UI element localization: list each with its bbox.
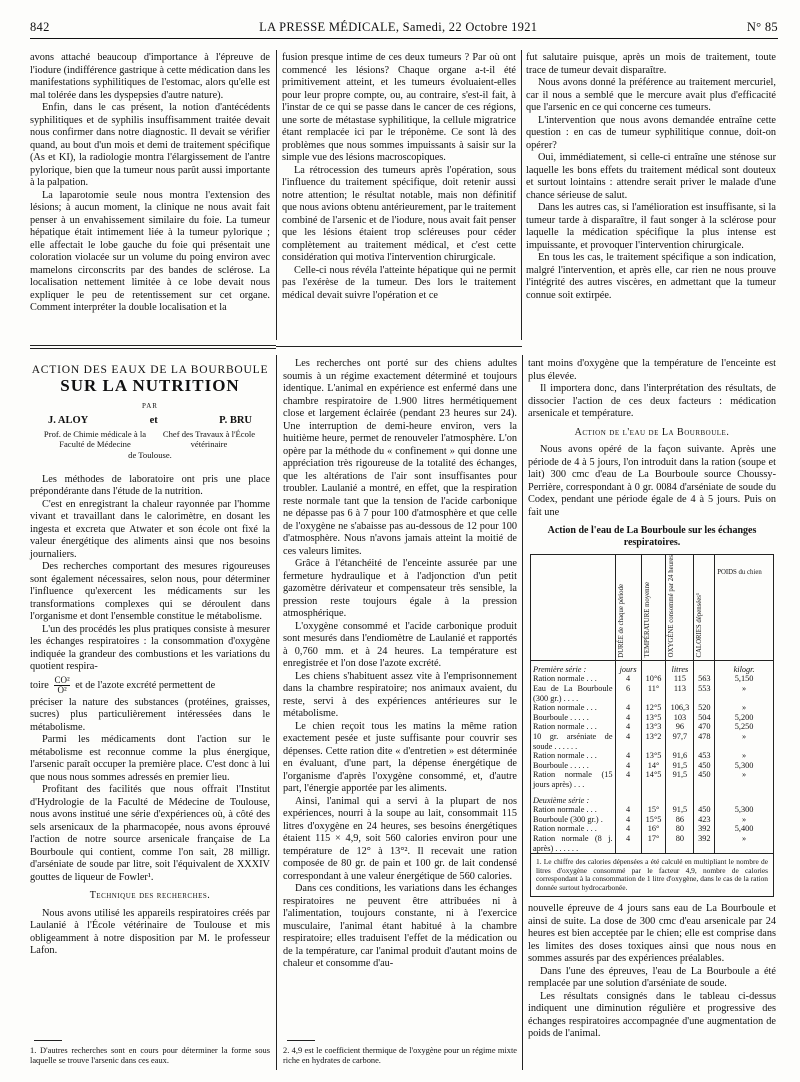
column-header: DURÉE de chaque période xyxy=(617,583,625,658)
table-row xyxy=(531,824,773,834)
table-cell: 392 xyxy=(694,824,715,834)
top-column-3 xyxy=(526,52,776,302)
paragraph: Il importera donc, dans l'interprétation des résultats, de dissocier l'action de ces deux facteurs : médication arsenicale et température. xyxy=(528,383,776,419)
table-cell: 6 xyxy=(615,684,641,703)
article-kicker: ACTION DES EAUX DE LA BOURBOULE xyxy=(31,364,269,376)
column-divider xyxy=(276,355,277,1070)
table-cell: 91,5 xyxy=(666,761,694,771)
table-cell: » xyxy=(715,684,773,703)
article-title: SUR LA NUTRITION xyxy=(60,375,240,395)
author-conjunction: et xyxy=(149,414,158,426)
row-label: Bourboule . . . . . xyxy=(533,760,589,770)
table-cell: 97,7 xyxy=(666,732,694,751)
article-column-2 xyxy=(283,358,517,971)
table-cell: 5,150 xyxy=(715,674,773,684)
table-cell: 4 xyxy=(615,761,641,771)
table-cell: 15°5 xyxy=(641,815,666,825)
table-cell: 80 xyxy=(666,834,694,853)
table-cell: » xyxy=(715,815,773,825)
paragraph: avons attaché beaucoup d'importance à l'épreuve de l'iodure (indifférence gastrique à cette médication dans les manifestations syphilitiques de l'estomac, alors qu'elle est mal tolérée dans les dyspepsies d'autre nature). xyxy=(30,52,270,101)
row-label: Première série : xyxy=(533,664,587,674)
column-header: POIDS du chien xyxy=(717,569,762,576)
table-cell xyxy=(666,790,694,806)
paragraph: C'est en enregistrant la chaleur rayonnée par l'homme vivant et travaillant dans le calorimètre, en dosant les ingesta et excreta que Atwater et son école ont fixé la valeur énergétique des aliments ainsi que nos besoins journaliers. xyxy=(30,498,270,560)
table-cell: 13°5 xyxy=(641,751,666,761)
table-cell: 450 xyxy=(694,761,715,771)
table-row xyxy=(531,761,773,771)
section-rule xyxy=(276,346,522,347)
table-cell: 14° xyxy=(641,761,666,771)
affiliation-aloy: Prof. de Chimie médicale à la Faculté de Médecine xyxy=(43,429,147,449)
table-cell: 4 xyxy=(615,674,641,684)
paragraph: Oui, immédiatement, si celle-ci entraîne une sténose sur laquelle les bons effets du traitement médical sont douteux et surtout lointains : attendre serait priver le malade d'une chance sérieuse de salut. xyxy=(526,152,776,201)
affiliation-city: de Toulouse. xyxy=(128,450,172,460)
paragraph: Les recherches ont porté sur des chiens adultes soumis à un régime exactement déterminé et toujours identique. L'animal en expérience est enfermé dans une chambre respiratoire de 1.900 litres hermétiquement close et largement éclairée (pendant 23 heures sur 24). Une interruption de demi-heure environ, vers la huitième heure, permet de renouveler l'atmosphère. L'on opère par la méthode du « confinement » qui donne une appréciation très rigoureuse de la totalité des échanges, que les altérations de l'air sont insuffisantes pour troubler. Laulanié a montré, en effet, que la respiration reste normale tant que la tension de l'acide carbonique ne dépasse pas 6 à 7 pour 100 d'atmosphère et que celle de l'oxygène ne s'abaisse pas au-dessous de 12 pour 100 d'atmosphère. Nous n'avons jamais atteint la moitié de ces valeurs limites. xyxy=(283,358,517,557)
table-cell: » xyxy=(715,834,773,853)
table-cell: 5,200 xyxy=(715,713,773,723)
table-cell: 4 xyxy=(615,834,641,853)
table-row xyxy=(531,805,773,815)
table-cell: 103 xyxy=(666,713,694,723)
column-header: TEMPÉRATURE moyenne xyxy=(643,581,651,658)
column-header: OXYGÈNE consommé par 24 heures xyxy=(668,555,676,658)
row-label: Ration normale (15 jours après) . . . xyxy=(533,770,613,789)
table-cell: 392 xyxy=(694,834,715,853)
paragraph: nouvelle épreuve de 4 jours sans eau de La Bourboule et ainsi de suite. La dose de 300 cmc d'eau arsenicale par 24 heures est bien acceptée par le chien; elle est comprise dans les limites des doses toxiques ainsi que nous nous en sommes assurés par des expériences préalables. xyxy=(528,903,776,965)
column-header: CALORIES dépensées¹ xyxy=(696,592,704,658)
table-cell: 5,300 xyxy=(715,805,773,815)
table-cell: 504 xyxy=(694,713,715,723)
quotient-numerator: CO² xyxy=(54,674,70,685)
issue-number: N° 85 xyxy=(746,19,778,34)
paragraph: Dans les autres cas, si l'amélioration est insuffisante, si la tumeur tarde à disparaître, il faut songer à la sclérose pour laquelle la médication spécifique la plus intense est impuissante, et provoquer l'intervention chirurgicale. xyxy=(526,202,776,251)
row-label: Ration normale . . . xyxy=(533,751,597,761)
table-cell xyxy=(694,790,715,806)
table-cell: 478 xyxy=(694,732,715,751)
row-label: Ration normale . . . xyxy=(533,805,597,815)
page-number: 842 xyxy=(30,19,50,34)
table-row xyxy=(531,751,773,761)
table-row xyxy=(531,834,773,853)
row-label: Ration normale . . . xyxy=(533,674,597,684)
row-label: Bourboule . . . . . xyxy=(533,712,589,722)
table-row xyxy=(531,722,773,732)
series-label: Deuxième série : xyxy=(533,795,590,805)
section-rule xyxy=(30,345,276,346)
table-row xyxy=(531,674,773,684)
results-table xyxy=(531,555,773,853)
table-cell xyxy=(641,790,666,806)
paragraph: Les méthodes de laboratoire ont pris une place prépondérante dans l'étude de la nutrition. xyxy=(30,473,270,497)
paragraph: Dans l'une des épreuves, l'eau de La Bourboule a été remplacée par une solution d'arséniate de soude. xyxy=(528,965,776,990)
table-cell: 91,5 xyxy=(666,770,694,789)
table-cell: 13°3 xyxy=(641,722,666,732)
paragraph: Grâce à l'étanchéité de l'enceinte assurée par une fermeture hydraulique et à l'adjonction d'un petit gazomètre dérivateur et compensateur très sensible, la pression reste toujours égale à la pression atmosphérique. xyxy=(283,558,517,619)
paragraph: Enfin, dans le cas présent, la notion d'antécédents syphilitiques et de syphilis insuffisamment traitée devait nous confirmer dans notre diagnostic. Il devait se vérifier quand, au bout d'un mois et demi de traitement spécifique (As et KI), la radiologie montra l'élargissement de l'antre pylorique, bien que la tumeur nous parût aussi importante à la palpation. xyxy=(30,102,270,188)
paragraph: Nous avons donné la préférence au traitement mercuriel, car il nous a semblé que le mercure avait plus d'efficacité que l'arsenic en ce qui concerne ces tumeurs. xyxy=(526,77,776,113)
table-cell: 86 xyxy=(666,815,694,825)
footnote-1: 1. D'autres recherches sont en cours pour déterminer la forme sous laquelle se trouve l'arsenic dans ces eaux. xyxy=(30,1046,270,1065)
table-cell: 553 xyxy=(694,684,715,703)
table-cell: 4 xyxy=(615,722,641,732)
table-cell: 4 xyxy=(615,751,641,761)
table-row xyxy=(531,684,773,703)
table-cell: 106,3 xyxy=(666,703,694,713)
paragraph: L'un des procédés les plus pratiques consiste à mesurer les échanges respiratoires : la consommation d'oxygène indiquée la grandeur des combustions et les variations du quotient respira- xyxy=(30,623,270,672)
table-cell: 4 xyxy=(615,732,641,751)
table-cell: 5,400 xyxy=(715,824,773,834)
row-label: 10 gr. arséniate de soude . . . . . . xyxy=(533,731,613,751)
table-note: 1. Le chiffre des calories dépensées a été calculé en multipliant le nombre de litres d'oxygène consommé par le facteur 4,9, nombre de calories correspondant à la consommation de 1 litre d'oxygène, dans le cas de la ration donnée surtout hydrocarbonée. xyxy=(531,853,773,896)
table-cell: 16° xyxy=(641,824,666,834)
byline-par: PAR xyxy=(142,402,158,410)
table-cell: 14°5 xyxy=(641,770,666,789)
table-cell: 450 xyxy=(694,805,715,815)
row-label: Ration normale . . . xyxy=(533,824,597,834)
column-divider xyxy=(521,50,522,340)
table-cell xyxy=(694,660,715,674)
paragraph: La rétrocession des tumeurs après l'opération, sous l'influence du traitement spécifique, doit retenir aussi notre attention; le résultat notable, mais non définitif que nous avions obtenu antérieurement, par le traitement combiné de l'arsenic et de l'iodure, nous avait fait penser que les lésions étaient trop scléreuses pour céder complètement au traitement médical, et c'est cette considération qui motiva l'intervention chirurgicale. xyxy=(282,164,516,263)
column-divider xyxy=(522,355,523,1070)
table-cell xyxy=(615,790,641,806)
row-label: Bourboule (300 gr.) . xyxy=(533,814,603,824)
paragraph: L'intervention que nous avons demandée entraîne cette question : en cas de tumeur syphilitique connue, doit-on opérer? xyxy=(526,114,776,151)
paragraph: Nous avons opéré de la façon suivante. Après une période de 4 à 5 jours, l'on introduit dans la ration (soupe et lait) 300 cmc d'eau de La Bourboule source Choussy-Perrière, correspondant à 0 gr. 0084 d'arséniate de soude du Codex, pendant une période égale de 4 à 5 jours. Puis on fait une xyxy=(528,444,776,518)
top-column-2 xyxy=(282,52,516,302)
paragraph: préciser la nature des substances (protéines, graisses, sucres) plus particulièrement intéressées dans le métabolisme. xyxy=(30,696,270,733)
table-cell: 12°5 xyxy=(641,703,666,713)
table-header-row xyxy=(531,555,773,660)
table-cell: 450 xyxy=(694,770,715,789)
table-cell xyxy=(715,790,773,806)
paragraph: Celle-ci nous révéla l'atteinte hépatique qui ne permit pas l'exérèse de la tumeur. Des lors le traitement médical devait suivre l'opération et ce xyxy=(282,264,516,301)
table-caption: Action de l'eau de La Bourboule sur les échanges respiratoires. xyxy=(547,525,757,548)
table-cell: 563 xyxy=(694,674,715,684)
quotient-line xyxy=(30,676,270,695)
table-cell: 470 xyxy=(694,722,715,732)
row-label: Ration normale (8 j. après) . . . . . . xyxy=(533,833,613,853)
table-cell: 4 xyxy=(615,815,641,825)
table-cell: 4 xyxy=(615,805,641,815)
paragraph: L'oxygène consommé et l'acide carbonique produit sont mesurés dans l'endiomètre de Laulanié et rapportés à 0,760 mm. et à 24 heures. La température est enregistrée et l'on dose l'azote excrété. xyxy=(283,620,517,669)
table-cell: 96 xyxy=(666,722,694,732)
table-row xyxy=(531,770,773,789)
table-cell: 4 xyxy=(615,703,641,713)
table-cell: 91,5 xyxy=(666,805,694,815)
authors xyxy=(30,415,270,428)
affiliations xyxy=(30,429,270,449)
table-row xyxy=(531,660,773,674)
table-section-row xyxy=(531,790,773,806)
table-cell: 15° xyxy=(641,805,666,815)
table-cell: 11° xyxy=(641,684,666,703)
paragraph: Dans ces conditions, les variations dans les échanges respiratoires ne peuvent être attribuées ni à l'alimentation, toujours constante, ni à l'exercice musculaire, l'animal étant habitué à la chambre respiratoire; elles traduisent l'effet de la médication ou de la température, car l'animal produit d'autant moins de chaleur et consomme d'au- xyxy=(283,883,517,969)
journal-title: LA PRESSE MÉDICALE, Samedi, 22 Octobre 1921 xyxy=(259,19,538,34)
table-cell: 4 xyxy=(615,770,641,789)
table-cell: jours xyxy=(615,660,641,674)
table-row xyxy=(531,713,773,723)
paragraph: Des recherches comportant des mesures rigoureuses sont également nécessaires, selon nous, pour déterminer l'influence qu'exercent les médicaments sur les transformations complexes qui se déroulent dans l'organisme et dont l'ensemble constitue le métabolisme. xyxy=(30,561,270,622)
table-row xyxy=(531,732,773,751)
paragraph: Ainsi, l'animal qui a servi à la plupart de nos expériences, nourri à la soupe au lait, consommait 115 litres d'oxygène en 24 heures, ses besoins énergétiques étaient 115 × 4,9, soit 560 calories environ pour une température de 12° à 13°². Il recevait une ration composée de 80 gr. de pain et 100 gr. de lait condensé correspondant à une valeur énergétique de 560 calories. xyxy=(283,795,517,882)
paragraph: Profitant des facilités que nous offrait l'Institut d'Hydrologie de la Faculté de Médecine de Toulouse, nous avons institué une série d'expériences où, à côté des sels arsenicaux de la pharmacopée, nous avons éprouvé l'action de notre source arsenicale française de La Bourboule qui contient, comme l'on sait, 28 milligr. d'arséniate de soude par litre, soit l'équivalent de XXXIV gouttes de liqueur de Fowler¹. xyxy=(30,784,270,883)
quotient-denominator: O² xyxy=(57,684,67,695)
footnote-2: 2. 4,9 est le coefficient thermique de l'oxygène pour un régime mixte riche en hydrates de carbone. xyxy=(283,1046,517,1065)
top-column-1 xyxy=(30,52,270,315)
column-divider xyxy=(276,50,277,340)
table-cell: 17° xyxy=(641,834,666,853)
table-cell: 80 xyxy=(666,824,694,834)
table-cell: 4 xyxy=(615,824,641,834)
header-rule xyxy=(30,38,778,39)
table-cell: 113 xyxy=(666,684,694,703)
quotient-prefix: toire xyxy=(30,679,49,691)
quotient-suffix: et de l'azote excrété permettent de xyxy=(75,679,216,691)
table-cell: » xyxy=(715,703,773,713)
section-rule xyxy=(30,348,276,349)
respiratory-quotient xyxy=(54,676,69,695)
section-heading: Technique des recherches. xyxy=(89,890,211,901)
table-cell: 10°6 xyxy=(641,674,666,684)
table-cell: litres xyxy=(666,660,694,674)
paragraph: tant moins d'oxygène que la température de l'enceinte est plus élevée. xyxy=(528,358,776,382)
table-cell xyxy=(641,660,666,674)
footnote-rule xyxy=(34,1040,62,1041)
table-cell: 423 xyxy=(694,815,715,825)
paragraph: La laparotomie seule nous montra l'extension des lésions; à aucun moment, la clinique ne nous avait fait penser à un envahissement similaire du foie. La tumeur hépatique était intimement liée à la tumeur pylorique ; elle affectait le lobe gauche du foie qui présentait une coloration violacée sur un volume du poing environ avec mamelons circonscrits par des bandes de sclérose. La localisation nettement limitée à ce lobe devait nous expliquer le peu de retentissement sur cet organe. Comment interpréter la double localisation et la xyxy=(30,189,270,313)
table-cell: 91,6 xyxy=(666,751,694,761)
row-label: Ration normale . . . xyxy=(533,722,597,732)
paragraph: Les résultats consignés dans le tableau ci-dessus indiquent une diminution régulière et progressive des échanges respiratoires accompagnée d'une augmentation de poids de l'animal. xyxy=(528,990,776,1040)
table-row xyxy=(531,703,773,713)
table-cell: » xyxy=(715,751,773,761)
paragraph: En tous les cas, le traitement spécifique a son indication, malgré l'intervention, et après elle, car rien ne nous prouve l'intégrité des autres viscères, en admettant que la tumeur connue soit extirpée. xyxy=(526,252,776,301)
results-table-box xyxy=(530,554,774,897)
table-row xyxy=(531,815,773,825)
table-cell: 5,250 xyxy=(715,722,773,732)
table-cell: 4 xyxy=(615,713,641,723)
table-cell: 453 xyxy=(694,751,715,761)
article-column-3 xyxy=(528,358,776,1041)
table-cell: 13°5 xyxy=(641,713,666,723)
paragraph: fusion presque intime de ces deux tumeurs ? Par où ont commencé les lésions? Chaque organe a-t-il été primitivement atteint, et les tumeurs évoluaient-elles pour leur propre compte, ou, au contraire, s'est-il fait, à l'instar de ce qui se passe dans le cancer de ces régions, une sorte de métastase syphilitique, la cellule migratrice étant remplacée ici par le tréponème. Ce sont là des problèmes que nous sommes impuissants à saisir sur la simple vue des lésions macroscopiques. xyxy=(282,52,516,163)
table-cell: » xyxy=(715,732,773,751)
footnote-rule xyxy=(287,1040,315,1041)
table-cell: 5,300 xyxy=(715,761,773,771)
table-cell: 115 xyxy=(666,674,694,684)
section-heading: Action de l'eau de La Bourboule. xyxy=(574,426,730,438)
author-bru: P. BRU xyxy=(219,414,252,426)
paragraph: fut salutaire puisque, après un mois de traitement, toute trace de tumeur devait disparaître. xyxy=(526,52,776,76)
table-cell: kilogr. xyxy=(715,660,773,674)
table-cell: » xyxy=(715,770,773,789)
column-header xyxy=(531,555,615,660)
paragraph: Nous avons utilisé les appareils respiratoires créés par Laulanié à l'École vétérinaire de Toulouse et mis obligeamment à notre disposition par M. le professeur Lafon. xyxy=(30,907,270,956)
affiliation-bru: Chef des Travaux à l'École vétérinaire xyxy=(162,429,256,449)
row-label: Eau de La Bourboule (300 gr.) . . . . xyxy=(533,684,613,703)
paragraph: Parmi les médicaments dont l'action sur le métabolisme est reconnue comme la plus énergique, l'arsenic paraît occuper la première place. C'est donc à lui que nous nous sommes adressés en premier lieu. xyxy=(30,734,270,783)
author-aloy: J. ALOY xyxy=(48,414,89,426)
table-cell: 520 xyxy=(694,703,715,713)
paragraph: Le chien reçoit tous les matins la même ration exactement pesée et juste suffisante pour couvrir ses dépenses. Cette ration dite « d'entretien » est déterminée en évaluant, d'une part, la dépense énergétique de l'organisme d'après l'oxygène consommé, et, d'autre part, l'énergie apportée par les aliments. xyxy=(283,720,517,794)
table-cell: 13°2 xyxy=(641,732,666,751)
page-header xyxy=(30,18,778,36)
paragraph: Les chiens s'habituent assez vite à l'emprisonnement dans la chambre respiratoire; nos animaux avaient, du reste, servi à des expériences antérieures sur le métabolisme. xyxy=(283,670,517,719)
row-label: Ration normale . . . xyxy=(533,703,597,713)
article-column-1 xyxy=(30,358,270,958)
